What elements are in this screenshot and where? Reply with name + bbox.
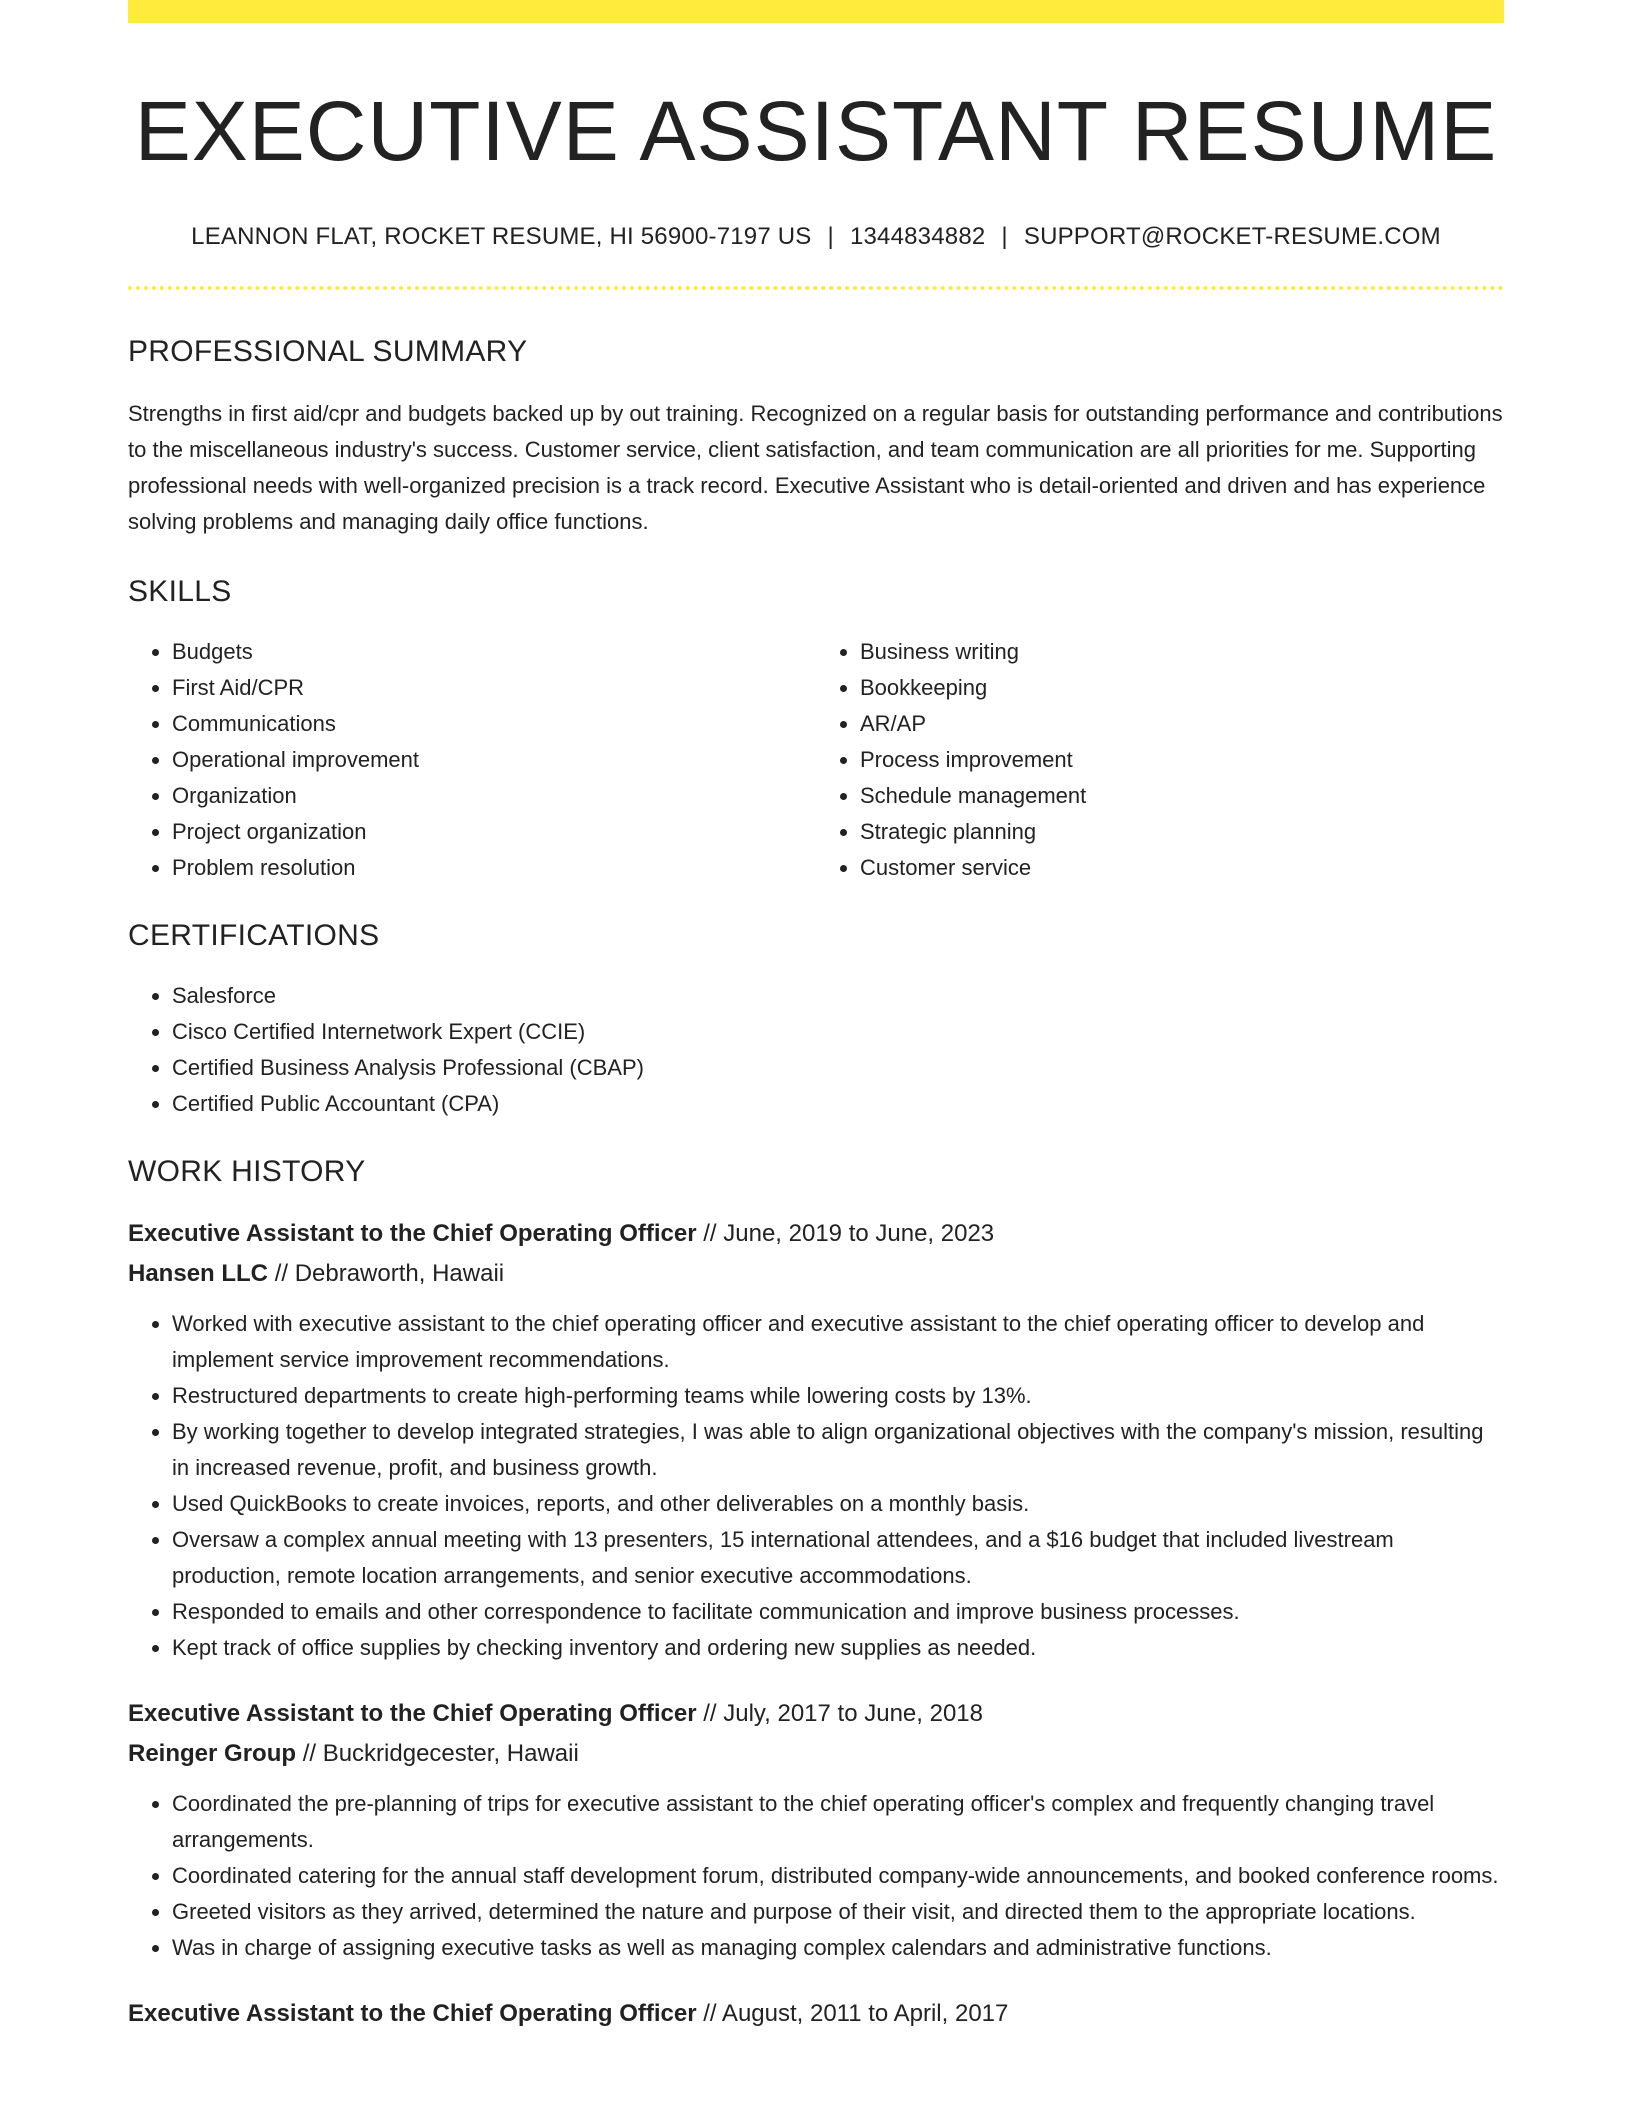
work-history-heading: WORK HISTORY xyxy=(128,1155,366,1189)
contact-separator: | xyxy=(827,223,834,251)
job-location: // Debraworth, Hawaii xyxy=(274,1260,505,1288)
list-item: • Business writing xyxy=(860,634,1504,670)
resume-title: EXECUTIVE ASSISTANT RESUME xyxy=(134,84,1498,178)
skills-list-left xyxy=(128,634,816,886)
skills-list-right xyxy=(816,634,1504,886)
skills-columns xyxy=(128,634,1504,886)
job-location: // Buckridgecester, Hawaii xyxy=(302,1740,579,1768)
job-company-line xyxy=(128,1734,1504,1774)
list-item: • Responded to emails and other correspondence to facilitate communication and improve business processes. xyxy=(172,1594,1504,1630)
job-title-line xyxy=(128,1214,1504,1254)
list-item: • Coordinated the pre-planning of trips for executive assistant to the chief operating officer's complex and frequently changing travel arrangements. xyxy=(172,1786,1504,1858)
list-item: • Salesforce xyxy=(172,978,1504,1014)
job-title-line xyxy=(128,1694,1504,1734)
job-company: Reinger Group xyxy=(128,1740,297,1768)
job-title: Executive Assistant to the Chief Operating Officer xyxy=(128,1700,697,1728)
contact-line xyxy=(128,223,1504,251)
list-item: • Coordinated catering for the annual staff development forum, distributed company-wide announcements, and booked conference rooms. xyxy=(172,1858,1504,1894)
job-dates: // July, 2017 to June, 2018 xyxy=(703,1700,983,1728)
list-item: • Was in charge of assigning executive tasks as well as managing complex calendars and administrative functions. xyxy=(172,1930,1504,1966)
list-item: • Organization xyxy=(172,778,816,814)
list-item: • Restructured departments to create high-performing teams while lowering costs by 13%. xyxy=(172,1378,1504,1414)
list-item: • Bookkeeping xyxy=(860,670,1504,706)
list-item: • Oversaw a complex annual meeting with 13 presenters, 15 international attendees, and a $16 budget that included livestream production, remote location arrangements, and senior executive accommodations. xyxy=(172,1522,1504,1594)
list-item: • Communications xyxy=(172,706,816,742)
list-item: • Operational improvement xyxy=(172,742,816,778)
resume-page xyxy=(128,0,1504,2034)
list-item: • Process improvement xyxy=(860,742,1504,778)
list-item: • Worked with executive assistant to the chief operating officer and executive assistant to the chief operating officer to develop and implement service improvement recommendations. xyxy=(172,1306,1504,1378)
list-item: • Schedule management xyxy=(860,778,1504,814)
work-history-list xyxy=(128,1214,1504,2034)
job-title: Executive Assistant to the Chief Operating Officer xyxy=(128,2000,697,2028)
job-title-line xyxy=(128,1994,1504,2034)
list-item: • First Aid/CPR xyxy=(172,670,816,706)
job-dates: // June, 2019 to June, 2023 xyxy=(703,1220,995,1248)
contact-phone: 1344834882 xyxy=(849,223,986,251)
job-entry xyxy=(128,1694,1504,1966)
job-entry xyxy=(128,1214,1504,1666)
contact-separator: | xyxy=(1001,223,1008,251)
list-item: • Kept track of office supplies by checking inventory and ordering new supplies as needed. xyxy=(172,1630,1504,1666)
dotted-divider xyxy=(128,286,1504,290)
list-item: • Greeted visitors as they arrived, determined the nature and purpose of their visit, and directed them to the appropriate locations. xyxy=(172,1894,1504,1930)
list-item: • Certified Business Analysis Professional (CBAP) xyxy=(172,1050,1504,1086)
job-company-line xyxy=(128,1254,1504,1294)
summary-heading: PROFESSIONAL SUMMARY xyxy=(128,335,528,369)
list-item: • By working together to develop integrated strategies, I was able to align organizational objectives with the company's mission, resulting in increased revenue, profit, and business growth. xyxy=(172,1414,1504,1486)
job-bullets xyxy=(128,1786,1504,1966)
job-dates: // August, 2011 to April, 2017 xyxy=(703,2000,1009,2028)
list-item: • Cisco Certified Internetwork Expert (CCIE) xyxy=(172,1014,1504,1050)
contact-address: LEANNON FLAT, ROCKET RESUME, HI 56900-7197 US xyxy=(191,223,812,251)
contact-email[interactable]: SUPPORT@ROCKET-RESUME.COM xyxy=(1023,223,1441,251)
top-accent-bar xyxy=(128,0,1504,23)
list-item: • Customer service xyxy=(860,850,1504,886)
job-bullets xyxy=(128,1306,1504,1666)
list-item: • AR/AP xyxy=(860,706,1504,742)
job-title: Executive Assistant to the Chief Operating Officer xyxy=(128,1220,697,1248)
list-item: • Strategic planning xyxy=(860,814,1504,850)
certifications-heading: CERTIFICATIONS xyxy=(128,919,380,953)
job-company: Hansen LLC xyxy=(128,1260,269,1288)
list-item: • Problem resolution xyxy=(172,850,816,886)
list-item: • Used QuickBooks to create invoices, reports, and other deliverables on a monthly basis. xyxy=(172,1486,1504,1522)
list-item: • Certified Public Accountant (CPA) xyxy=(172,1086,1504,1122)
skills-heading: SKILLS xyxy=(128,575,232,609)
list-item: • Budgets xyxy=(172,634,816,670)
job-entry xyxy=(128,1994,1504,2034)
certifications-list xyxy=(128,978,1504,1122)
summary-text: Strengths in first aid/cpr and budgets backed up by out training. Recognized on a regular basis for outstanding performance and contributions to the miscellaneous industry's success. Customer service, client satisfaction, and team communication are all priorities for me. Supporting professional needs with well-organized precision is a track record. Executive Assistant who is detail-oriented and driven and has experience solving problems and managing daily office functions. xyxy=(128,401,1503,535)
list-item: • Project organization xyxy=(172,814,816,850)
